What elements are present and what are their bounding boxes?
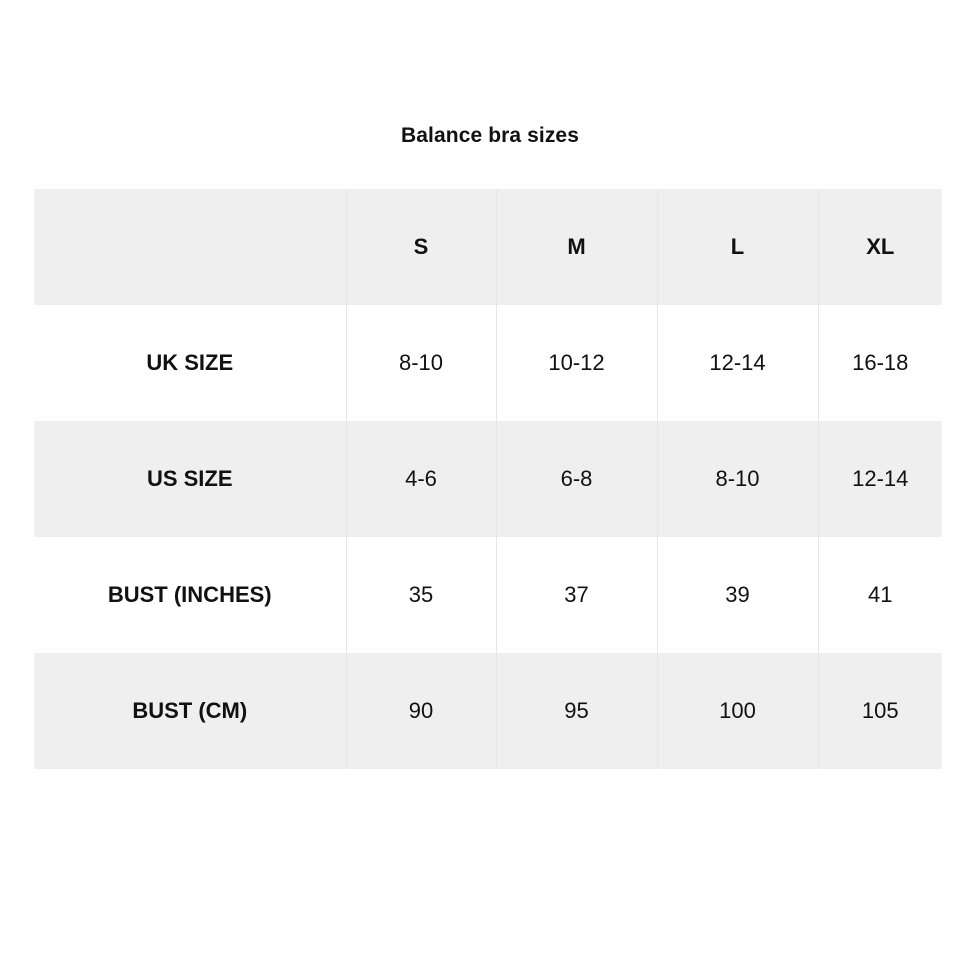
table-header-row xyxy=(34,189,942,305)
table-row-bust-cm xyxy=(34,653,942,769)
table-cell: 100 xyxy=(657,653,818,769)
table-row-bust-inches xyxy=(34,537,942,653)
table-cell: 12-14 xyxy=(657,305,818,421)
table-cell: 8-10 xyxy=(346,305,496,421)
table-cell: 16-18 xyxy=(818,305,942,421)
header-cell-s: S xyxy=(346,189,496,305)
table-cell: 6-8 xyxy=(496,421,657,537)
header-cell-empty xyxy=(34,189,346,305)
table-row-uk-size xyxy=(34,305,942,421)
chart-title: Balance bra sizes xyxy=(401,124,579,147)
row-label: UK SIZE xyxy=(34,305,346,421)
header-cell-l: L xyxy=(657,189,818,305)
table-cell: 39 xyxy=(657,537,818,653)
row-label: BUST (INCHES) xyxy=(34,537,346,653)
size-table xyxy=(34,189,942,769)
table-cell: 105 xyxy=(818,653,942,769)
table-cell: 10-12 xyxy=(496,305,657,421)
table-cell: 37 xyxy=(496,537,657,653)
table-cell: 4-6 xyxy=(346,421,496,537)
row-label: BUST (CM) xyxy=(34,653,346,769)
table-cell: 35 xyxy=(346,537,496,653)
table-cell: 8-10 xyxy=(657,421,818,537)
table-cell: 41 xyxy=(818,537,942,653)
header-cell-xl: XL xyxy=(818,189,942,305)
table-cell: 12-14 xyxy=(818,421,942,537)
table-cell: 95 xyxy=(496,653,657,769)
header-cell-m: M xyxy=(496,189,657,305)
table-row-us-size xyxy=(34,421,942,537)
row-label: US SIZE xyxy=(34,421,346,537)
table-cell: 90 xyxy=(346,653,496,769)
